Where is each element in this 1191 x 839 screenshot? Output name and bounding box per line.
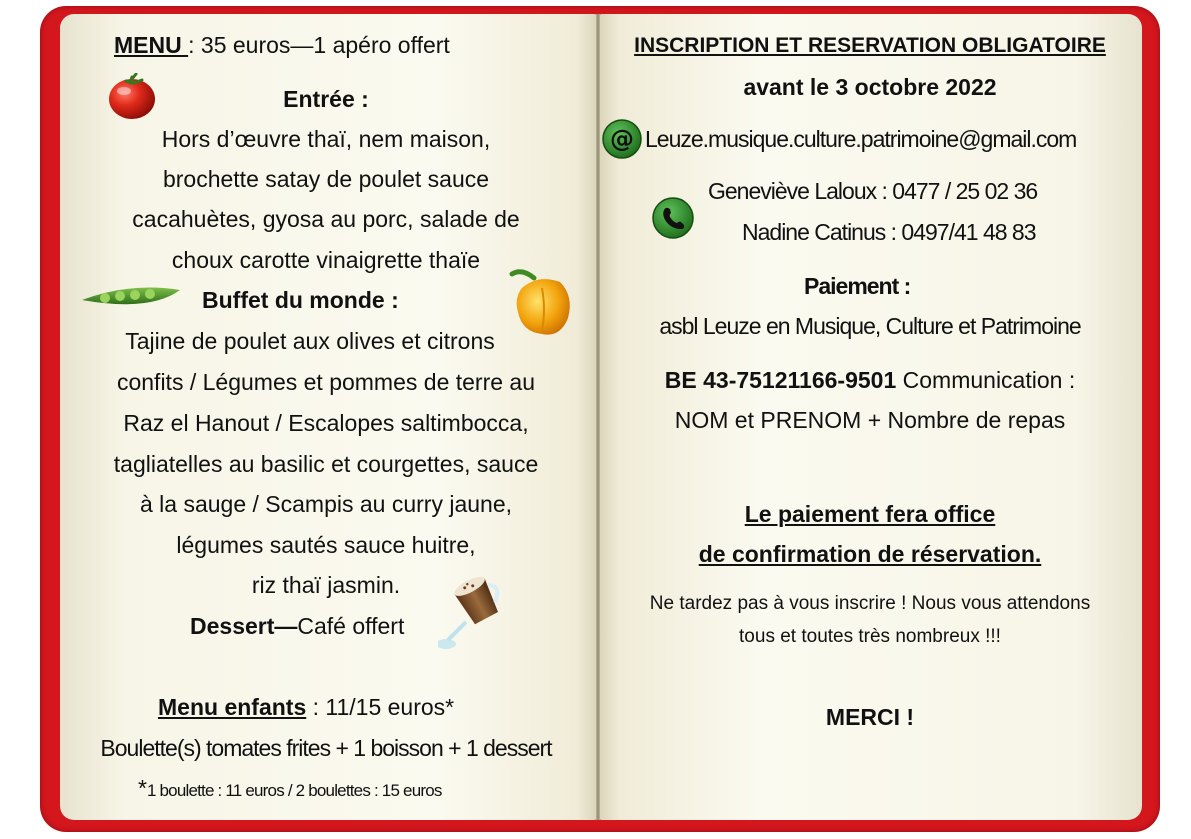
registration-deadline: avant le 3 octobre 2022 <box>743 74 997 100</box>
entree-line-3: cacahuètes, gyosa au porc, salade de <box>132 206 520 232</box>
payment-heading <box>804 272 910 300</box>
payment-title: Paiement <box>804 273 899 299</box>
payment-colon: : <box>898 273 911 299</box>
coffee-glass-icon <box>438 570 518 657</box>
entree-line-2: brochette satay de poulet sauce <box>162 166 490 192</box>
communication-label: Communication : <box>896 367 1076 393</box>
confirmation-line-1: Le paiement fera office <box>744 501 996 527</box>
buffet-line-2: confits / Légumes et pommes de terre au <box>116 369 536 395</box>
dessert-line <box>190 612 404 640</box>
entree-line-1: Hors d’œuvre thaï, nem maison, <box>161 126 491 152</box>
entree-line-4: choux carotte vinaigrette thaïe <box>171 247 481 273</box>
communication-detail: NOM et PRENOM + Nombre de repas <box>674 407 1066 433</box>
menu-label: MENU <box>114 32 189 58</box>
iban-line <box>598 366 1142 394</box>
kids-menu-price: : 11/15 euros* <box>306 694 455 720</box>
dessert-label: Dessert— <box>190 613 298 639</box>
kids-note-star: * <box>138 775 147 801</box>
kids-menu-label: Menu enfants <box>158 694 307 720</box>
svg-text:@: @ <box>610 125 634 153</box>
entree-title: Entrée : <box>283 86 369 112</box>
payment-organisation: asbl Leuze en Musique, Culture et Patrimoine <box>659 313 1081 339</box>
invitation-line-1: Ne tardez pas à vous inscrire ! Nous vous attendons <box>649 593 1091 614</box>
menu-price: : 35 euros—1 apéro offert <box>188 32 450 58</box>
kids-menu-line <box>158 693 454 721</box>
pea-pod-icon <box>80 284 182 319</box>
invitation-line-2: tous et toutes très nombreux !!! <box>739 626 1001 647</box>
registration-title: INSCRIPTION ET RESERVATION OBLIGATOIRE <box>634 34 1106 57</box>
kids-menu-note <box>138 774 442 805</box>
thanks-text: MERCI ! <box>825 704 915 730</box>
dessert-detail: Café offert <box>297 613 405 639</box>
iban-number: BE 43-75121166-9501 <box>664 367 897 393</box>
contact-email[interactable]: Leuze.musique.culture.patrimoine@gmail.com <box>645 126 1077 152</box>
telephone-icon <box>651 196 695 245</box>
confirmation-line-2: de confirmation de réservation. <box>698 541 1042 567</box>
at-sign-icon <box>601 118 643 165</box>
buffet-line-1: Tajine de poulet aux olives et citrons <box>125 328 495 354</box>
contact-nadine: Nadine Catinus : 0497/41 48 83 <box>742 219 1036 245</box>
kids-menu-description: Boulette(s) tomates frites + 1 boisson + 1 dessert <box>100 735 552 761</box>
kids-note-text: 1 boulette : 11 euros / 2 boulettes : 15 euros <box>146 781 442 800</box>
menu-header <box>114 31 450 59</box>
buffet-line-4: tagliatelles au basilic et courgettes, sauce <box>113 451 539 477</box>
buffet-title: Buffet du monde : <box>202 287 399 313</box>
buffet-line-7: riz thaï jasmin. <box>251 572 401 598</box>
buffet-line-5: à la sauge / Scampis au curry jaune, <box>139 491 513 517</box>
buffet-line-3: Raz el Hanout / Escalopes saltimbocca, <box>123 410 529 436</box>
buffet-line-6: légumes sautés sauce huitre, <box>176 532 476 558</box>
contact-genevieve: Geneviève Laloux : 0477 / 25 02 36 <box>708 178 1038 204</box>
